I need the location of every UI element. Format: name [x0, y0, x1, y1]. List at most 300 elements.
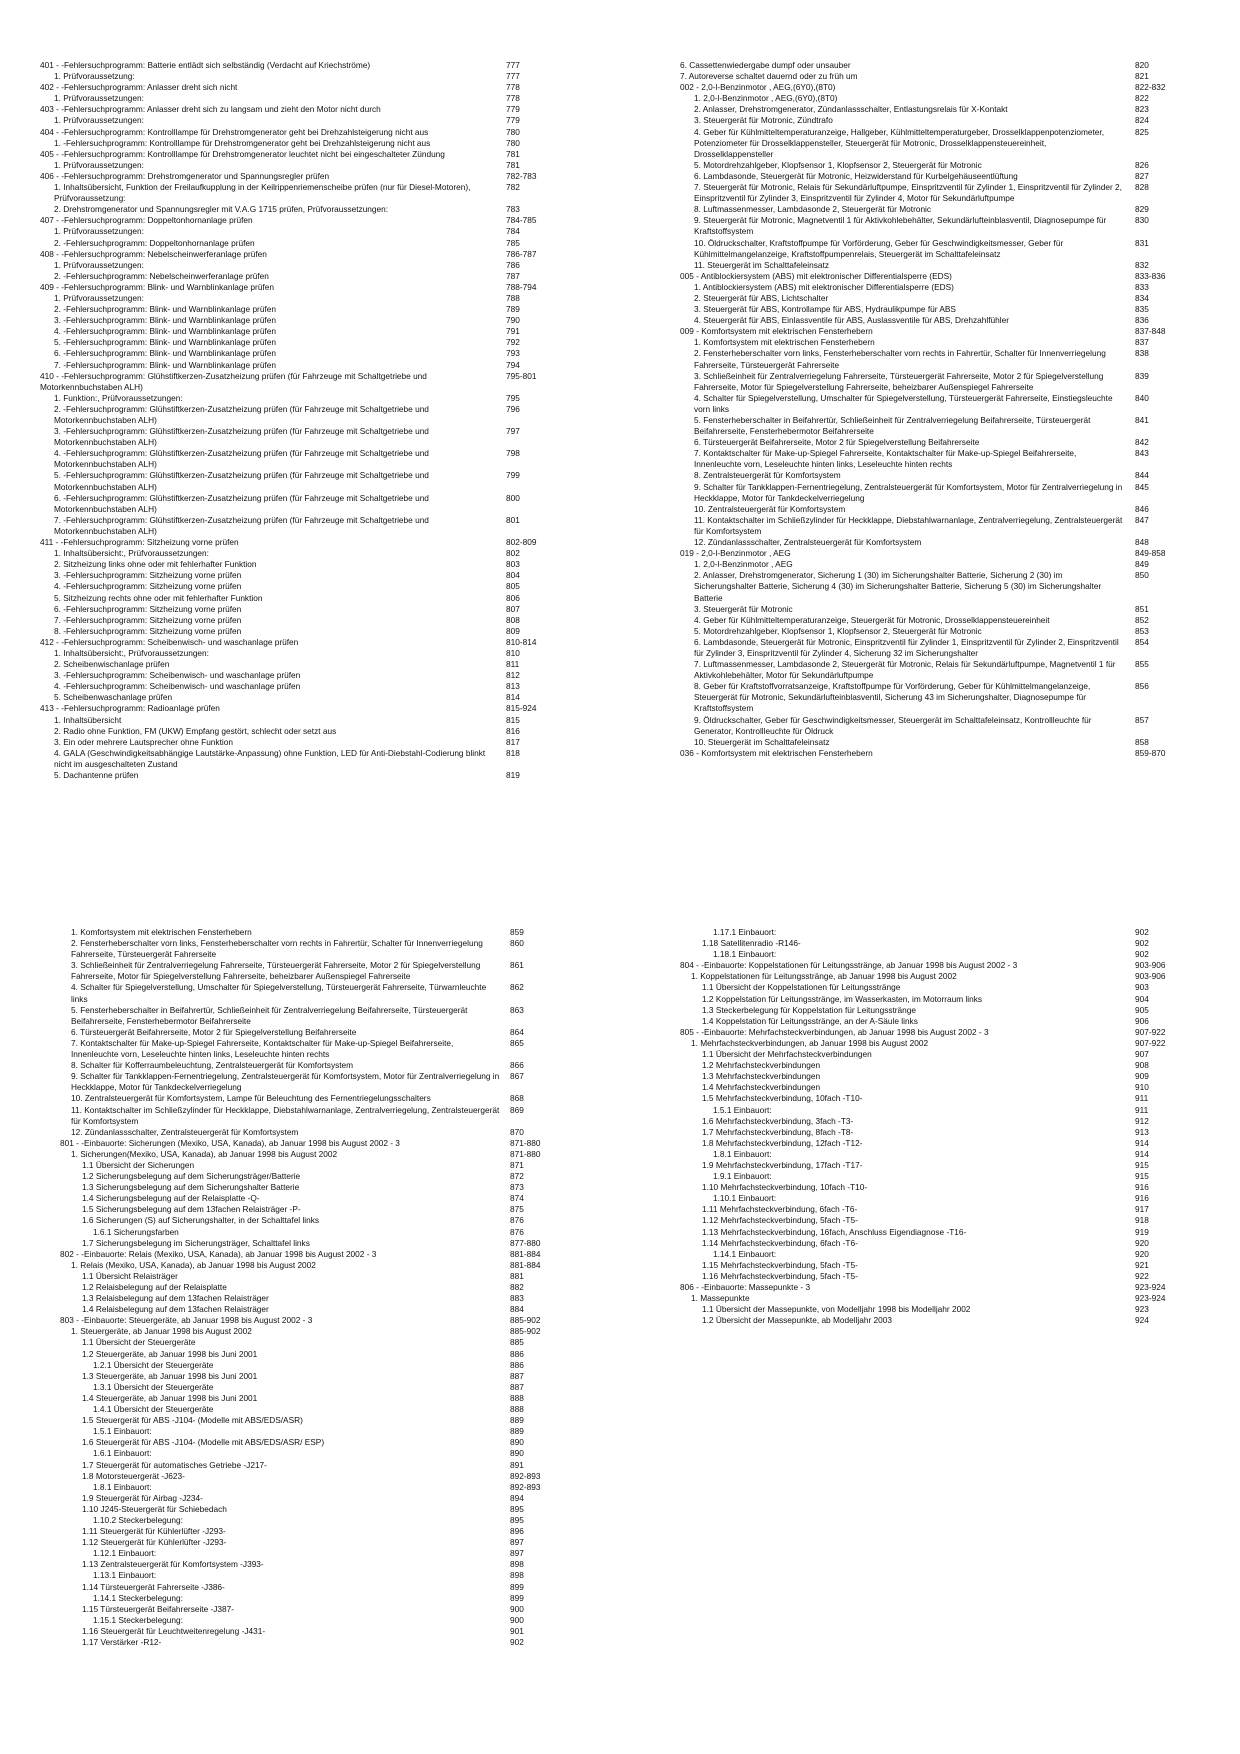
- toc-entry[interactable]: [680, 559, 1185, 570]
- toc-entry[interactable]: [680, 437, 1185, 448]
- toc-entry-title: 005 - Antiblockiersystem (ABS) mit elektronischer Differentialsperre (EDS): [680, 270, 952, 281]
- toc-entry-page: 897: [510, 1537, 524, 1548]
- toc-entry-page: 889: [510, 1415, 524, 1426]
- toc-entry[interactable]: [40, 138, 586, 149]
- toc-entry[interactable]: [60, 1593, 560, 1604]
- toc-entry[interactable]: [680, 715, 1185, 737]
- toc-entry-page: 782-783: [506, 170, 537, 181]
- toc-entry-title: 1.3 Mehrfachsteckverbindungen: [702, 1071, 821, 1082]
- toc-entry-page: 895: [510, 1514, 524, 1525]
- toc-entry[interactable]: [680, 1038, 1185, 1049]
- toc-entry[interactable]: [40, 93, 586, 104]
- toc-entry[interactable]: [60, 938, 560, 960]
- toc-entry-page: 910: [1135, 1082, 1149, 1093]
- toc-entry-page: 822-832: [1135, 82, 1166, 93]
- toc-entry-title: 402 - -Fehlersuchprogramm: Anlasser dreht sich nicht: [40, 82, 238, 93]
- toc-entry-title: 408 - -Fehlersuchprogramm: Nebelscheinwerferanlage prüfen: [40, 248, 267, 259]
- toc-entry[interactable]: [60, 1604, 560, 1615]
- toc-entry[interactable]: [680, 1149, 1185, 1160]
- toc-entry[interactable]: [40, 171, 586, 182]
- toc-entry[interactable]: [680, 82, 1185, 93]
- toc-entry[interactable]: [40, 115, 586, 126]
- toc-entry-page: 812: [506, 670, 520, 681]
- toc-entry[interactable]: [60, 1471, 560, 1482]
- toc-entry[interactable]: [60, 1526, 560, 1537]
- toc-entry[interactable]: [680, 238, 1185, 260]
- toc-entry-title: 1. Prüfvoraussetzung:: [54, 71, 135, 82]
- toc-entry[interactable]: [60, 1371, 560, 1382]
- toc-entry[interactable]: [40, 692, 586, 703]
- toc-entry[interactable]: [680, 1193, 1185, 1204]
- toc-entry[interactable]: [680, 215, 1185, 237]
- toc-entry-page: 831: [1135, 237, 1149, 248]
- toc-entry[interactable]: [680, 348, 1185, 370]
- toc-entry[interactable]: [60, 927, 560, 938]
- toc-entry[interactable]: [680, 282, 1185, 293]
- toc-entry[interactable]: [60, 1260, 560, 1271]
- toc-entry-title: 1. Massepunkte: [691, 1293, 750, 1304]
- toc-entry-page: 906: [1135, 1015, 1149, 1026]
- toc-entry[interactable]: [680, 293, 1185, 304]
- toc-entry[interactable]: [40, 315, 586, 326]
- toc-entry[interactable]: [680, 1260, 1185, 1271]
- toc-entry[interactable]: [60, 1071, 560, 1093]
- toc-entry-title: 1.6.1 Einbauort:: [93, 1448, 152, 1459]
- toc-entry[interactable]: [60, 1460, 560, 1471]
- toc-entry[interactable]: [60, 1482, 560, 1493]
- toc-entry-title: 806 - -Einbauorte: Massepunkte - 3: [680, 1282, 811, 1292]
- toc-entry[interactable]: [680, 315, 1185, 326]
- toc-entry[interactable]: [680, 748, 1185, 759]
- toc-entry[interactable]: [60, 1615, 560, 1626]
- toc-entry-page: 924: [1135, 1315, 1149, 1326]
- toc-entry[interactable]: [680, 60, 1185, 71]
- toc-entry[interactable]: [680, 1204, 1185, 1215]
- toc-entry[interactable]: [40, 548, 586, 559]
- toc-entry[interactable]: [60, 1493, 560, 1504]
- toc-entry-title: 1.16 Steuergerät für Leuchtweitenregelung -J431-: [82, 1625, 266, 1636]
- toc-entry[interactable]: [40, 249, 586, 260]
- toc-entry-page: 907-922: [1135, 1026, 1166, 1037]
- toc-entry-title: 002 - 2,0-l-Benzinmotor , AEG,(6Y0),(8T0): [680, 82, 836, 93]
- toc-entry-title: 1. 2,0-l-Benzinmotor , AEG,(6Y0),(8T0): [694, 93, 838, 104]
- toc-entry[interactable]: [680, 960, 1185, 971]
- toc-entry[interactable]: [40, 470, 586, 492]
- toc-entry[interactable]: [680, 615, 1185, 626]
- toc-entry-page: 818: [506, 747, 520, 758]
- toc-entry[interactable]: [680, 271, 1185, 282]
- toc-entry[interactable]: [40, 570, 586, 581]
- toc-entry[interactable]: [40, 226, 586, 237]
- toc-entry-page: 891: [510, 1459, 524, 1470]
- toc-entry[interactable]: [680, 1171, 1185, 1182]
- toc-entry[interactable]: [680, 260, 1185, 271]
- toc-entry-title: 801 - -Einbauorte: Sicherungen (Mexiko, USA, Kanada), ab Januar 1998 bis August 2002 - 3: [60, 1137, 400, 1148]
- toc-entry[interactable]: [680, 204, 1185, 215]
- toc-entry[interactable]: [680, 127, 1185, 160]
- toc-entry-title: 1.14.1 Einbauort:: [713, 1248, 777, 1259]
- toc-entry[interactable]: [680, 637, 1185, 659]
- toc-entry[interactable]: [680, 1215, 1185, 1226]
- toc-entry[interactable]: [60, 1337, 560, 1348]
- toc-entry-title: 409 - -Fehlersuchprogramm: Blink- und Warnblinkanlage prüfen: [40, 281, 274, 292]
- toc-entry[interactable]: [60, 1138, 560, 1149]
- toc-entry-title: 1. 2,0-l-Benzinmotor , AEG: [694, 559, 793, 570]
- toc-entry[interactable]: [60, 1349, 560, 1360]
- toc-entry[interactable]: [40, 626, 586, 637]
- toc-entry[interactable]: [60, 1105, 560, 1127]
- toc-entry-page: 892-893: [510, 1481, 541, 1492]
- toc-entry-title: 1.6.1 Sicherungsfarben: [93, 1226, 179, 1237]
- toc-entry-title: 1.17 Verstärker -R12-: [82, 1637, 162, 1647]
- toc-entry[interactable]: [40, 215, 586, 226]
- toc-entry[interactable]: [60, 1448, 560, 1459]
- toc-entry[interactable]: [60, 1404, 560, 1415]
- toc-entry[interactable]: [60, 982, 560, 1004]
- toc-entry[interactable]: [40, 770, 586, 781]
- toc-entry[interactable]: [60, 1437, 560, 1448]
- toc-entry[interactable]: [40, 448, 586, 470]
- toc-entry[interactable]: [680, 1138, 1185, 1149]
- toc-entry[interactable]: [40, 648, 586, 659]
- toc-entry[interactable]: [60, 1204, 560, 1215]
- toc-entry[interactable]: [40, 71, 586, 82]
- toc-entry[interactable]: [40, 371, 586, 393]
- toc-entry-page: 920: [1135, 1248, 1149, 1259]
- toc-entry-title: 1.4.1 Übersicht der Steuergeräte: [93, 1404, 214, 1415]
- toc-entry[interactable]: [680, 470, 1185, 481]
- toc-entry-page: 909: [1135, 1071, 1149, 1082]
- toc-entry-page: 888: [510, 1404, 524, 1415]
- toc-entry[interactable]: [40, 337, 586, 348]
- toc-entry[interactable]: [60, 1005, 560, 1027]
- toc-entry-page: 792: [506, 337, 520, 348]
- toc-entry[interactable]: [40, 681, 586, 692]
- toc-entry-page: 916: [1135, 1182, 1149, 1193]
- toc-entry[interactable]: [680, 1304, 1185, 1315]
- toc-entry[interactable]: [680, 548, 1185, 559]
- toc-entry[interactable]: [40, 160, 586, 171]
- toc-entry-page: 905: [1135, 1004, 1149, 1015]
- toc-entry-page: 902: [1135, 938, 1149, 949]
- toc-entry-title: 1.2.1 Übersicht der Steuergeräte: [93, 1359, 214, 1370]
- toc-entry[interactable]: [40, 581, 586, 592]
- toc-entry[interactable]: [40, 260, 586, 271]
- toc-entry[interactable]: [680, 604, 1185, 615]
- toc-entry[interactable]: [680, 1005, 1185, 1016]
- toc-entry[interactable]: [40, 659, 586, 670]
- toc-entry[interactable]: [60, 1182, 560, 1193]
- toc-entry-title: 3. Ein oder mehrere Lautsprecher ohne Funktion: [54, 736, 233, 747]
- toc-entry[interactable]: [680, 949, 1185, 960]
- toc-entry[interactable]: [60, 1271, 560, 1282]
- toc-entry[interactable]: [40, 127, 586, 138]
- toc-entry-title: 7. Autoreverse schaltet dauernd oder zu früh um: [680, 71, 858, 82]
- toc-entry[interactable]: [40, 559, 586, 570]
- toc-entry[interactable]: [680, 1049, 1185, 1060]
- toc-entry[interactable]: [40, 282, 586, 293]
- toc-entry[interactable]: [680, 93, 1185, 104]
- toc-entry-page: 782: [506, 182, 520, 193]
- toc-entry[interactable]: [680, 982, 1185, 993]
- toc-entry[interactable]: [40, 360, 586, 371]
- toc-entry[interactable]: [40, 515, 586, 537]
- toc-entry[interactable]: [60, 1515, 560, 1526]
- toc-entry-page: 850: [1135, 570, 1149, 581]
- toc-entry[interactable]: [60, 1626, 560, 1637]
- toc-entry[interactable]: [680, 415, 1185, 437]
- toc-entry-title: 1.8 Mehrfachsteckverbindung, 12fach -T12-: [702, 1137, 863, 1148]
- toc-entry[interactable]: [60, 1027, 560, 1038]
- toc-entry[interactable]: [680, 515, 1185, 537]
- toc-entry-page: 842: [1135, 437, 1149, 448]
- toc-entry[interactable]: [680, 1238, 1185, 1249]
- toc-entry[interactable]: [60, 1548, 560, 1559]
- toc-entry[interactable]: [680, 681, 1185, 714]
- toc-entry-title: 1.3.1 Übersicht der Steuergeräte: [93, 1381, 214, 1392]
- toc-entry[interactable]: [60, 1504, 560, 1515]
- toc-entry-page: 828: [1135, 182, 1149, 193]
- toc-entry-page: 851: [1135, 603, 1149, 614]
- toc-entry-title: 1.6 Sicherungen (S) auf Sicherungshalter, in der Schalttafel links: [82, 1215, 320, 1226]
- toc-entry[interactable]: [680, 737, 1185, 748]
- toc-entry-page: 920: [1135, 1237, 1149, 1248]
- toc-entry[interactable]: [60, 1238, 560, 1249]
- toc-entry-title: 413 - -Fehlersuchprogramm: Radioanlage prüfen: [40, 703, 220, 714]
- toc-entry-title: 6. Cassettenwiedergabe dumpf oder unsauber: [680, 60, 851, 70]
- toc-entry[interactable]: [680, 1116, 1185, 1127]
- toc-entry[interactable]: [40, 604, 586, 615]
- toc-entry-page: 923-924: [1135, 1282, 1166, 1292]
- toc-entry[interactable]: [60, 1415, 560, 1426]
- toc-entry-title: 1.7 Sicherungsbelegung im Sicherungsträger, Schalttafel links: [82, 1237, 310, 1248]
- toc-entry-title: 1.17.1 Einbauort:: [713, 927, 777, 937]
- toc-entry-page: 849-858: [1135, 548, 1166, 559]
- toc-entry-page: 915: [1135, 1171, 1149, 1182]
- toc-entry[interactable]: [40, 715, 586, 726]
- toc-entry-title: 11. Kontaktschalter im Schließzylinder für Heckklappe, Diebstahlwarnanlage, Zentralverriegelung, Zentralsteuergerät für Komfortsystem: [694, 514, 1123, 536]
- toc-entry-title: 803 - -Einbauorte: Steuergeräte, ab Januar 1998 bis August 2002 - 3: [60, 1315, 313, 1326]
- toc-entry[interactable]: [40, 615, 586, 626]
- toc-entry-title: 1.7 Mehrfachsteckverbindung, 8fach -T8-: [702, 1126, 854, 1137]
- toc-entry[interactable]: [680, 1271, 1185, 1282]
- toc-entry-page: 912: [1135, 1115, 1149, 1126]
- toc-entry-page: 888: [510, 1392, 524, 1403]
- toc-entry[interactable]: [60, 1537, 560, 1548]
- toc-entry-page: 826: [1135, 159, 1149, 170]
- toc-entry-page: 816: [506, 725, 520, 736]
- toc-entry[interactable]: [60, 1215, 560, 1226]
- toc-entry[interactable]: [680, 393, 1185, 415]
- toc-entry[interactable]: [680, 115, 1185, 126]
- toc-entry-title: 1.3 Relaisbelegung auf dem 13fachen Relaisträger: [82, 1293, 269, 1304]
- toc-entry[interactable]: [40, 737, 586, 748]
- toc-entry-title: 1.18 Satellitenradio -R146-: [702, 938, 801, 949]
- toc-entry[interactable]: [60, 1393, 560, 1404]
- toc-entry[interactable]: [680, 171, 1185, 182]
- toc-entry-page: 921: [1135, 1259, 1149, 1270]
- toc-entry[interactable]: [60, 1315, 560, 1326]
- toc-entry-page: 784-785: [506, 215, 537, 226]
- toc-entry[interactable]: [60, 1559, 560, 1570]
- toc-entry[interactable]: [680, 1060, 1185, 1071]
- toc-entry[interactable]: [680, 1016, 1185, 1027]
- toc-entry-page: 887: [510, 1370, 524, 1381]
- toc-entry[interactable]: [680, 160, 1185, 171]
- toc-entry[interactable]: [680, 1071, 1185, 1082]
- toc-entry[interactable]: [680, 626, 1185, 637]
- toc-entry[interactable]: [60, 1038, 560, 1060]
- toc-entry-page: 840: [1135, 392, 1149, 403]
- toc-entry[interactable]: [40, 726, 586, 737]
- toc-entry[interactable]: [680, 1182, 1185, 1193]
- toc-entry[interactable]: [40, 104, 586, 115]
- toc-entry[interactable]: [60, 1060, 560, 1071]
- toc-entry[interactable]: [680, 537, 1185, 548]
- toc-entry-page: 871-880: [510, 1148, 541, 1159]
- toc-entry[interactable]: [60, 1127, 560, 1138]
- toc-entry[interactable]: [60, 1293, 560, 1304]
- toc-entry[interactable]: [40, 304, 586, 315]
- toc-entry-page: 786-787: [506, 248, 537, 259]
- toc-entry[interactable]: [40, 326, 586, 337]
- toc-entry[interactable]: [40, 238, 586, 249]
- toc-entry[interactable]: [680, 448, 1185, 470]
- toc-entry[interactable]: [40, 182, 586, 204]
- toc-entry[interactable]: [60, 1282, 560, 1293]
- toc-entry[interactable]: [680, 938, 1185, 949]
- toc-entry[interactable]: [680, 994, 1185, 1005]
- toc-entry-page: 876: [510, 1215, 524, 1226]
- toc-entry-page: 908: [1135, 1060, 1149, 1071]
- toc-entry[interactable]: [680, 1093, 1185, 1104]
- toc-entry-title: 10. Zentralsteuergerät für Komfortsystem, Lampe für Beleuchtung des Fernentriegelungsschalters: [71, 1093, 431, 1104]
- toc-entry[interactable]: [40, 493, 586, 515]
- toc-entry[interactable]: [60, 1382, 560, 1393]
- toc-entry-title: 1.15.1 Steckerbelegung:: [93, 1614, 183, 1625]
- toc-entry[interactable]: [60, 1637, 560, 1648]
- toc-entry[interactable]: [40, 593, 586, 604]
- toc-entry[interactable]: [40, 703, 586, 714]
- toc-entry[interactable]: [60, 1426, 560, 1437]
- toc-entry-page: 863: [510, 1004, 524, 1015]
- toc-entry-page: 817: [506, 736, 520, 747]
- toc-entry-page: 780: [506, 126, 520, 137]
- toc-entry[interactable]: [680, 1315, 1185, 1326]
- toc-entry[interactable]: [40, 426, 586, 448]
- toc-entry-title: 1.1 Übersicht der Koppelstationen für Leitungsstränge: [702, 982, 901, 993]
- toc-entry[interactable]: [680, 1293, 1185, 1304]
- toc-entry[interactable]: [680, 1227, 1185, 1238]
- toc-entry[interactable]: [60, 1149, 560, 1160]
- toc-entry-page: 923: [1135, 1304, 1149, 1315]
- toc-entry-title: 3. Schließeinheit für Zentralverriegelung Fahrerseite, Türsteuergerät Fahrerseite, Motor 2 für Spiegelverstellung Fahrerseite, Motor für Spiegelverstellung Fahrerseite, beheizbarer Außenspiegel Fahrerseite: [71, 960, 481, 982]
- toc-entry-page: 781: [506, 159, 520, 170]
- toc-entry-title: 1.4 Mehrfachsteckverbindungen: [702, 1082, 821, 1093]
- toc-entry[interactable]: [60, 1093, 560, 1104]
- toc-entry-title: 5. Sitzheizung rechts ohne oder mit fehlerhafter Funktion: [54, 592, 263, 603]
- toc-entry-title: 1. Koppelstationen für Leitungsstränge, ab Januar 1998 bis August 2002: [691, 971, 957, 982]
- toc-entry[interactable]: [40, 60, 586, 71]
- toc-entry-title: 401 - -Fehlersuchprogramm: Batterie entlädt sich selbständig (Verdacht auf Kriechströme): [40, 60, 371, 70]
- toc-entry[interactable]: [40, 82, 586, 93]
- toc-entry-title: 7. -Fehlersuchprogramm: Sitzheizung vorne prüfen: [54, 614, 242, 625]
- toc-entry-title: 9. Öldruckschalter, Geber für Geschwindigkeitsmesser, Steuergerät im Schalttafeleinsatz, Kontrollleuchte für Generator, Kontrollleuchte für Öldruck: [694, 714, 1092, 736]
- toc-entry[interactable]: [60, 1582, 560, 1593]
- toc-entry[interactable]: [680, 337, 1185, 348]
- toc-entry[interactable]: [680, 304, 1185, 315]
- toc-entry-page: 907-922: [1135, 1037, 1166, 1048]
- toc-entry[interactable]: [680, 182, 1185, 204]
- toc-entry[interactable]: [60, 1171, 560, 1182]
- toc-entry[interactable]: [60, 1570, 560, 1581]
- toc-entry[interactable]: [680, 326, 1185, 337]
- toc-entry[interactable]: [60, 1227, 560, 1238]
- toc-entry[interactable]: [680, 371, 1185, 393]
- toc-entry[interactable]: [680, 659, 1185, 681]
- toc-entry-title: 1.11 Mehrfachsteckverbindung, 6fach -T6-: [702, 1204, 858, 1215]
- toc-entry-title: 2. -Fehlersuchprogramm: Glühstiftkerzen-Zusatzheizung prüfen (für Fahrzeuge mit Schaltgetriebe und Motorkennbuchstaben ALH): [54, 403, 429, 425]
- toc-entry[interactable]: [680, 1082, 1185, 1093]
- toc-entry-title: 1.1 Übersicht der Sicherungen: [82, 1159, 195, 1170]
- toc-entry[interactable]: [40, 537, 586, 548]
- toc-entry[interactable]: [680, 1027, 1185, 1038]
- toc-entry[interactable]: [40, 404, 586, 426]
- toc-entry-title: 804 - -Einbauorte: Koppelstationen für Leitungsstränge, ab Januar 1998 bis August 2002 - 3: [680, 960, 1018, 971]
- toc-entry[interactable]: [40, 271, 586, 282]
- toc-entry-page: 809: [506, 625, 520, 636]
- toc-entry[interactable]: [680, 104, 1185, 115]
- toc-entry[interactable]: [60, 1249, 560, 1260]
- toc-entry[interactable]: [40, 204, 586, 215]
- toc-entry[interactable]: [60, 1326, 560, 1337]
- toc-entry-title: 1.1 Übersicht Relaisträger: [82, 1270, 178, 1281]
- toc-entry[interactable]: [680, 570, 1185, 603]
- toc-entry-page: 856: [1135, 681, 1149, 692]
- toc-entry[interactable]: [40, 293, 586, 304]
- toc-entry-page: 903: [1135, 982, 1149, 993]
- toc-entry[interactable]: [680, 971, 1185, 982]
- toc-entry[interactable]: [40, 393, 586, 404]
- toc-entry[interactable]: [680, 1160, 1185, 1171]
- toc-entry[interactable]: [40, 637, 586, 648]
- toc-entry[interactable]: [60, 1304, 560, 1315]
- toc-entry[interactable]: [680, 71, 1185, 82]
- toc-entry[interactable]: [680, 1105, 1185, 1116]
- toc-entry[interactable]: [60, 960, 560, 982]
- toc-entry[interactable]: [680, 1127, 1185, 1138]
- toc-entry[interactable]: [40, 748, 586, 770]
- toc-entry[interactable]: [680, 504, 1185, 515]
- toc-entry[interactable]: [60, 1160, 560, 1171]
- toc-entry[interactable]: [680, 927, 1185, 938]
- toc-entry[interactable]: [680, 482, 1185, 504]
- toc-entry-title: 1.1 Übersicht der Mehrfachsteckverbindungen: [702, 1049, 872, 1060]
- toc-entry[interactable]: [60, 1193, 560, 1204]
- toc-entry-title: 9. Schalter für Tankklappen-Fernentriegelung, Zentralsteuergerät für Komfortsystem, Motor für Zentralverriegelung in Heckklappe, Motor für Tankdeckelverriegelung: [71, 1071, 500, 1093]
- toc-entry[interactable]: [40, 670, 586, 681]
- toc-entry[interactable]: [40, 348, 586, 359]
- toc-entry-page: 849: [1135, 559, 1149, 570]
- toc-entry[interactable]: [60, 1360, 560, 1371]
- toc-column-top-right: [680, 60, 1185, 759]
- toc-entry-page: 793: [506, 348, 520, 359]
- toc-entry[interactable]: [680, 1249, 1185, 1260]
- toc-entry[interactable]: [40, 149, 586, 160]
- toc-entry-title: 1. Komfortsystem mit elektrischen Fensterhebern: [694, 337, 875, 348]
- toc-entry-page: 896: [510, 1526, 524, 1537]
- toc-entry[interactable]: [680, 1282, 1185, 1293]
